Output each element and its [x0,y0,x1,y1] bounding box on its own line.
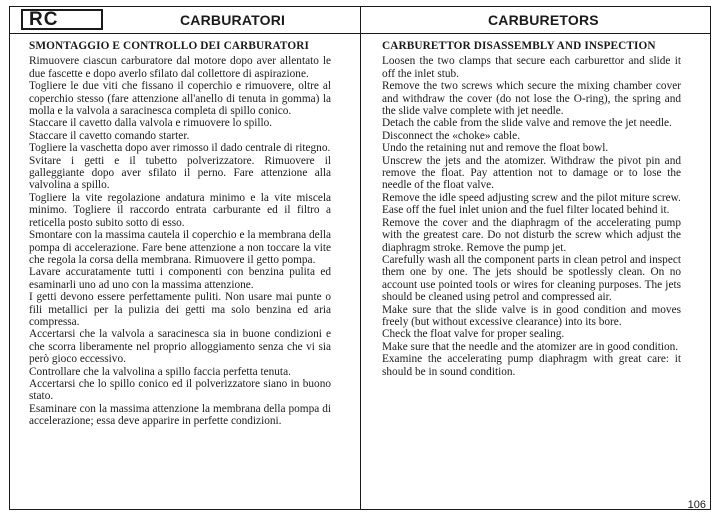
english-paragraph: Loosen the two clamps that secure each carburettor and slide it off the inlet stub. [382,55,681,80]
header-title-italian: CARBURATORI [180,12,286,28]
italian-paragraph: Lavare accuratamente tutti i componenti con benzina pulita ed esaminarli uno ad uno con la massima attenzione. [29,266,331,291]
italian-paragraph: Svitare i getti e il tubetto polverizzatore. Rimuovere il galleggiante dopo aver sfilato il perno. Fare attenzione alla valvolina a spillo. [29,154,331,192]
italian-paragraph: Rimuovere ciascun carburatore dal motore dopo aver allentato le due fascette e dopo averlo sfilato dal collettore di aspirazione. [29,55,331,80]
english-paragraph: Remove the two screws which secure the mixing chamber cover and withdraw the cover (do not lose the O-ring), the spring and the slide valve complete with jet needle. [382,80,681,118]
italian-paragraph: I getti devono essere perfettamente puliti. Non usare mai punte o fili metallici per la pulizia dei getti ma solo benzina ed aria compressa. [29,291,331,328]
section-badge: RC [21,9,103,30]
italian-paragraph: Smontare con la massima cautela il coperchio e la membrana della pompa di accelerazione. Fare bene attenzione a non toccare la vite che regola la corsa della membrana. Rimuovere il getto pompa. [29,229,331,266]
italian-paragraph: Togliere le due viti che fissano il coperchio e rimuovere, oltre al coperchio stesso (fare attenzione all'anello di tenuta in gomma) la molla e la valvola a saracinesca completa di spillo conico. [29,80,331,118]
english-paragraph: Carefully wash all the component parts in clean petrol and inspect them one by one. The jets should be spotlessly clean. On no account use pointed tools or wires for cleaning purposes. The jets should be cleaned using petrol and compressed air. [382,253,681,304]
italian-paragraph: Controllare che la valvolina a spillo faccia perfetta tenuta. [29,365,291,378]
english-paragraph: Make sure that the slide valve is in good condition and moves freely (but without excessive clearance) into its bore. [382,303,681,328]
english-paragraph: Unscrew the jets and the atomizer. Withdraw the pivot pin and remove the float. Pay attention not to damage or to lose the needle of the float valve. [382,154,681,192]
english-paragraph: Check the float valve for proper sealing. [382,328,565,341]
italian-paragraph: Accertarsi che lo spillo conico ed il polverizzatore siano in buono stato. [29,377,331,403]
italian-heading: SMONTAGGIO E CONTROLLO DEI CARBURATORI [29,40,309,52]
english-column [382,40,681,378]
english-paragraph: Undo the retaining nut and remove the float bowl. [382,142,609,155]
italian-paragraph: Togliere la vite regolazione andatura minimo e la vite miscela minimo. Togliere il raccordo entrata carburante ed il filtro a reticella posto subito sotto di esso. [29,191,331,229]
english-paragraph: Detach the cable from the slide valve and remove the jet needle. [382,117,672,130]
column-divider [360,7,361,509]
page-number: 106 [687,499,706,511]
italian-paragraph: Accertarsi che la valvola a saracinesca sia in buone condizioni e che scorra liberamente nel proprio alloggiamento senza che vi sia però gioco eccessivo. [29,328,331,366]
english-paragraph: Remove the cover and the diaphragm of the accelerating pump with the greatest care. Do not disturb the screw which adjust the diaphragm stroke. Remove the pump jet. [382,216,681,254]
english-paragraph: Examine the accelerating pump diaphragm with great care: it should be in sound condition. [382,353,681,378]
italian-paragraph: Togliere la vaschetta dopo aver rimosso il dado centrale di ritegno. [29,142,331,155]
italian-paragraph: Staccare il cavetto dalla valvola e rimuovere lo spillo. [29,117,273,130]
english-heading: CARBURETTOR DISASSEMBLY AND INSPECTION [382,40,656,52]
english-paragraph: Remove the idle speed adjusting screw and the pilot miture screw. [382,191,681,204]
header-title-english: CARBURETORS [488,12,599,28]
italian-column [29,40,331,428]
english-paragraph: Ease off the fuel inlet union and the fuel filter located behind it. [382,204,670,217]
english-paragraph: Disconnect the «choke» cable. [382,129,521,142]
italian-paragraph: Esaminare con la massima attenzione la membrana della pompa di accelerazione; essa deve apparire in perfette condizioni. [29,402,331,428]
italian-paragraph: Staccare il cavetto comando starter. [29,129,190,142]
english-paragraph: Make sure that the needle and the atomizer are in good condition. [382,340,679,353]
